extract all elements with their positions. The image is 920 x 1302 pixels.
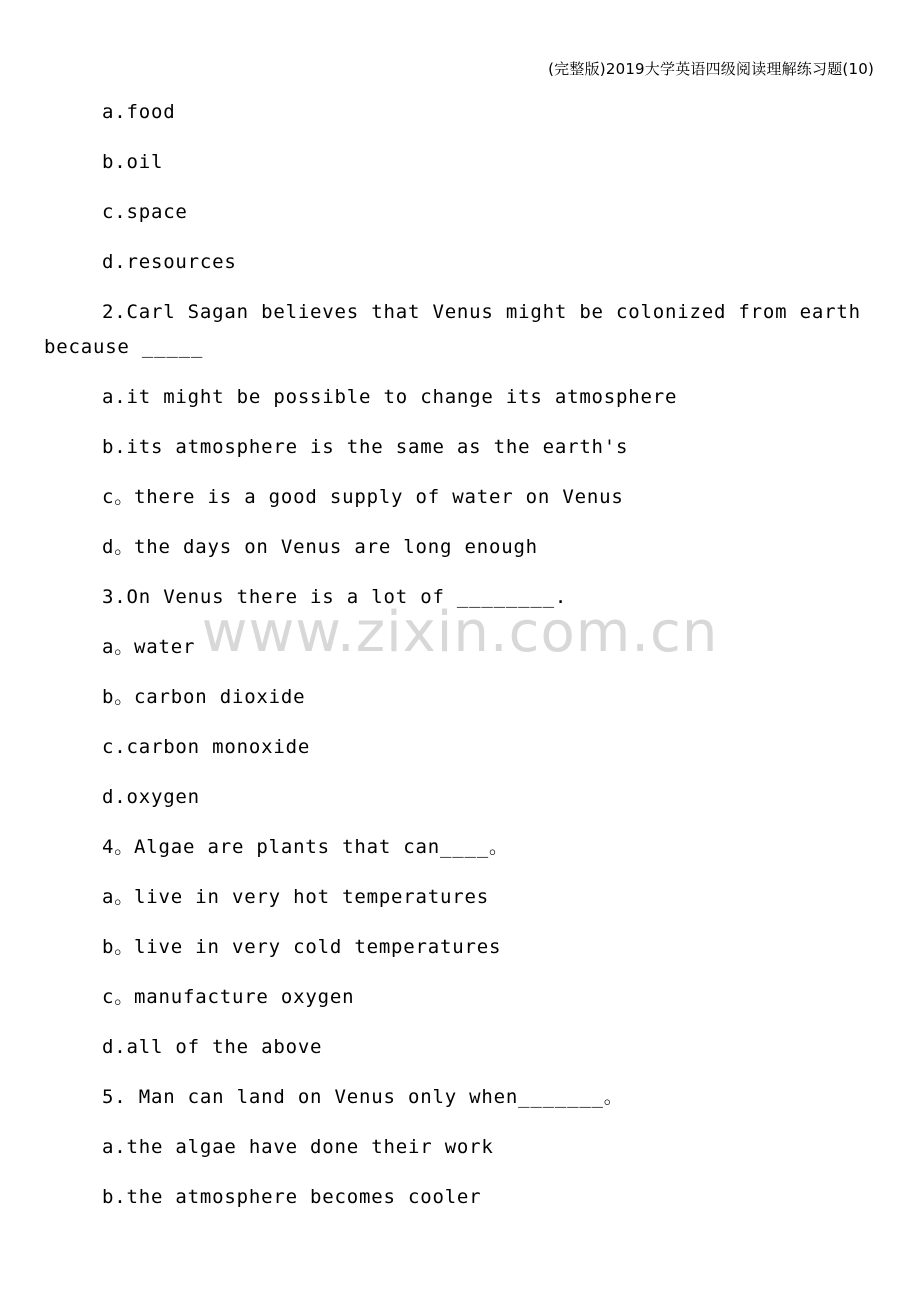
option-b-q3: b。carbon dioxide — [102, 686, 306, 708]
option-b-q2: b.its atmosphere is the same as the earth's — [102, 436, 629, 458]
option-d-q1: d.resources — [102, 251, 237, 273]
option-b-q4: b。live in very cold temperatures — [102, 936, 502, 958]
question-4: 4。Algae are plants that can____。 — [102, 836, 509, 858]
option-d-q2: d。the days on Venus are long enough — [102, 536, 538, 558]
option-b-q5: b.the atmosphere becomes cooler — [102, 1186, 482, 1208]
watermark: www.zixin.com.cn — [201, 600, 719, 665]
option-d-q4: d.all of the above — [102, 1036, 323, 1058]
option-c-q3: c.carbon monoxide — [102, 736, 311, 758]
option-a-q3: a。water — [102, 636, 196, 658]
option-a-q5: a.the algae have done their work — [102, 1136, 494, 1158]
question-5: 5. Man can land on Venus only when_______。 — [102, 1086, 624, 1108]
option-c-q4: c。manufacture oxygen — [102, 986, 355, 1008]
option-d-q3: d.oxygen — [102, 786, 200, 808]
option-c-q2: c。there is a good supply of water on Venus — [102, 486, 624, 508]
option-b-q1: b.oil — [102, 151, 164, 173]
option-a-q4: a。live in very hot temperatures — [102, 886, 489, 908]
option-c-q1: c.space — [102, 201, 188, 223]
option-a-q2: a.it might be possible to change its atmosphere — [102, 386, 678, 408]
question-2: 2.Carl Sagan believes that Venus might be colonized from earth — [102, 301, 861, 323]
question-2-continued: because _____ — [44, 336, 204, 358]
page-header: (完整版)2019大学英语四级阅读理解练习题(10) — [548, 60, 874, 78]
question-3: 3.On Venus there is a lot of ________. — [102, 586, 568, 608]
option-a-q1: a.food — [102, 101, 176, 123]
